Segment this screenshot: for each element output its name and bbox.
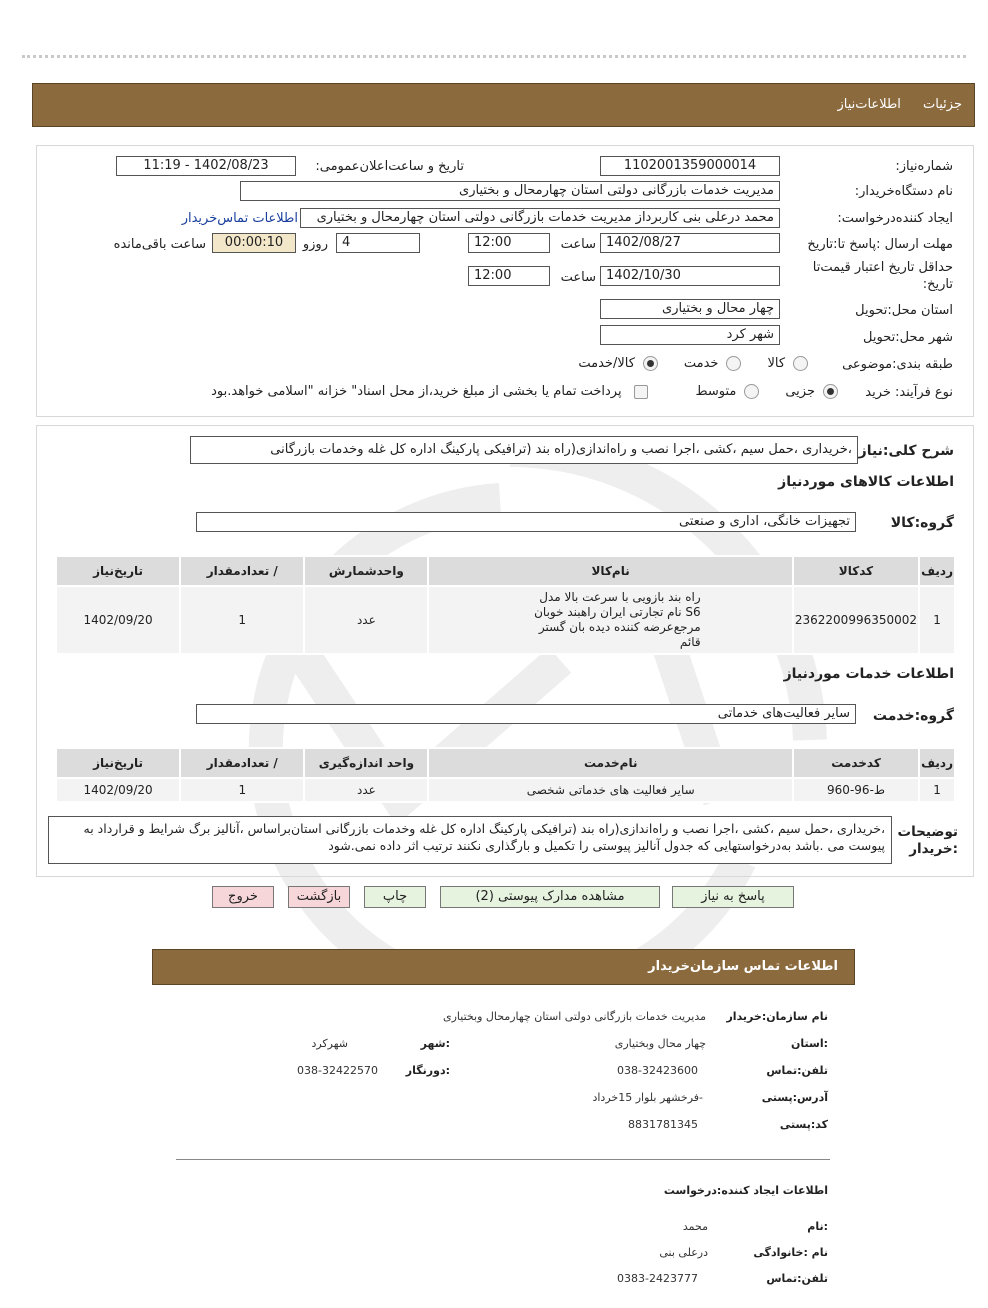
contact-fax-value: 038-32422570 [297,1064,378,1077]
validity-time-label: ساعت [560,270,596,285]
buyer-device-label: نام دستگاه‌خریدار: [854,184,953,199]
remaining-time-field: 00:00:10 [212,233,296,253]
creator-label: ایجاد کننده‌درخواست: [837,211,953,226]
creator-family-value: درعلی بنی [659,1246,708,1259]
buyer-contact-link[interactable]: اطلاعات تماس‌خریدار [181,211,298,226]
services-col-qty: / تعدادمقدار [181,749,303,777]
contact-fax-label: :دورنگار [405,1064,450,1077]
goods-row-number: 1 [920,587,954,653]
category-service-radio[interactable] [726,356,741,371]
creator-phone-label: تلفن:تماس [766,1272,828,1285]
contact-address-value: -فرخشهر بلوار 15خرداد [592,1091,703,1104]
services-col-date: تاریخ‌نیاز [57,749,179,777]
services-group-field: سایر فعالیت‌های خدماتی [196,704,856,724]
process-medium-label: متوسط [695,384,737,399]
goods-row-qty: 1 [181,587,303,653]
contact-phone-value: 038-32423600 [617,1064,698,1077]
treasury-payment-note: پرداخت تمام یا بخشی از مبلغ خرید،از محل اسناد" خزانه "اسلامی خواهد.بود [211,384,622,399]
creator-field: محمد درعلی بنی کاربرداز مدیریت خدمات بازرگانی دولتی استان چهارمحال و بختیاری [300,208,780,228]
goods-row-name [429,587,791,653]
category-goods-label: کالا [767,356,786,371]
goods-col-code: کدکالا [794,557,918,585]
goods-row-name-text: راه بند بازویی با سرعت بالا مدل S6 نام تجارتی ایران راهبند خوبان مرجع‌عرضه کننده دیده بان گستر قائم [534,590,701,649]
top-divider [22,55,966,58]
goods-group-label: گروه:کالا [890,515,954,531]
deadline-date-field: 1402/08/27 [600,233,780,253]
breadcrumb-need-info[interactable]: اطلاعات‌نیاز [837,97,901,112]
back-button[interactable]: بازگشت [288,886,350,908]
creator-phone-value: 0383-2423777 [617,1272,698,1285]
creator-name-value: محمد [682,1220,708,1233]
summary-label: شرح کلی:نیاز [858,443,954,459]
goods-col-date: تاریخ‌نیاز [57,557,179,585]
category-radio-group [578,355,808,371]
creator-name-label: :نام [807,1220,828,1233]
contact-phone-label: تلفن:تماس [766,1064,828,1077]
contact-postal-label: کد:پستی [779,1118,828,1131]
process-radio-group [211,383,838,399]
process-type-label: نوع فرآیند: خرید [865,385,953,400]
breadcrumb-details[interactable]: جزئیات [923,97,962,112]
goods-row-code: 2362200996350002 [794,587,918,653]
services-col-unit: واحد اندازه‌گیری [305,749,427,777]
services-col-name: نام‌خدمت [429,749,791,777]
services-row-qty: 1 [181,779,303,801]
contact-address-label: آدرس:پستی [761,1091,828,1104]
reply-button[interactable]: پاسخ به نیاز [672,886,794,908]
need-number-field: 1102001359000014 [600,156,780,176]
deadline-time-field: 12:00 [468,233,550,253]
category-service-label: خدمت [683,356,719,371]
goods-col-row: ردیف [920,557,954,585]
buyer-notes-field: ،خریداری ،حمل سیم ،کشی ،اجرا نصب و راه‌اندازی(راه بند (ترافیکی پارکینگ اداره کل غله وخدمات بازرگانی استان‌براساس ،آنالیز برگ شرایط و قرارداد به پیوست می .باشد به‌درخواستهایی که جدول آنالیز پیوستی را تکمیل و بارگذاری نکنند ترتیب اثر داده نمی.شود [48,816,892,864]
validity-date-field: 1402/10/30 [600,266,780,286]
services-row-date: 1402/09/20 [57,779,179,801]
delivery-city-label: شهر محل:تحویل [863,330,953,345]
goods-row-date: 1402/09/20 [57,587,179,653]
services-col-code: کدخدمت [794,749,918,777]
services-table [55,747,956,803]
announce-date-field: 1402/08/23 - 11:19 [116,156,296,176]
services-table-header [57,749,954,777]
validity-label-date: تاریخ: [922,277,953,292]
need-number-label: شماره‌نیاز: [895,159,953,174]
days-label: روزو [302,237,328,252]
category-goods-service-radio[interactable] [643,356,658,371]
contact-org-label: نام سازمان:خریدار [726,1010,828,1023]
delivery-city-field: شهر کرد [600,325,780,345]
validity-label: حداقل تاریخ اعتبار قیمت‌تا [812,260,953,275]
deadline-time-label: ساعت [560,237,596,252]
remaining-time-label: ساعت باقی‌مانده [113,237,206,252]
goods-col-name: نام‌کالا [429,557,791,585]
services-section-title: اطلاعات خدمات مورد‌نیاز [783,666,954,682]
treasury-payment-checkbox[interactable] [634,385,648,399]
contact-postal-value: 8831781345 [628,1118,698,1131]
contact-province-label: :استان [791,1037,828,1050]
goods-row-unit: عدد [305,587,427,653]
goods-table [55,555,956,655]
delivery-province-field: چهار محال و بختیاری [600,299,780,319]
goods-group-field: تجهیزات خانگی، اداری و صنعتی [196,512,856,532]
days-field: 4 [336,233,420,253]
contact-city-value: شهرکرد [311,1037,348,1050]
details-header-bar [32,83,975,127]
process-medium-radio[interactable] [744,384,759,399]
contact-city-label: :شهر [420,1037,450,1050]
category-goods-service-label: کالا/خدمت [578,356,635,371]
table-row [57,587,954,653]
creator-info-title: اطلاعات ایجاد کننده:درخواست [663,1184,828,1197]
announce-date-label: تاریخ و ساعت‌اعلان‌عمومی: [315,159,464,174]
services-row-number: 1 [920,779,954,801]
buyer-device-field: مدیریت خدمات بازرگانی دولتی استان چهارمحال و بختیاری [240,181,780,201]
contact-divider [176,1159,830,1160]
category-goods-radio[interactable] [793,356,808,371]
delivery-province-label: استان محل:تحویل [855,303,953,318]
services-row-name: سایر فعالیت های خدماتی شخصی [429,779,791,801]
goods-col-unit: واحدشمارش [305,557,427,585]
category-label: طبقه بندی:موضوعی [842,357,953,372]
view-attachments-button[interactable]: مشاهده مدارک پیوستی (2) [440,886,660,908]
services-row-unit: عدد [305,779,427,801]
services-group-label: گروه:خدمت [872,708,954,724]
services-row-code: ط-96-960 [794,779,918,801]
exit-button[interactable]: خروج [212,886,274,908]
deadline-label: مهلت ارسال :پاسخ تا:تاریخ [807,237,953,252]
goods-section-title: اطلاعات کالاهای مورد‌نیاز [778,474,954,490]
services-col-row: ردیف [920,749,954,777]
contact-header-bar [152,949,855,985]
contact-title: اطلاعات تماس سازمان‌خریدار [648,959,838,974]
print-button[interactable]: چاپ [364,886,426,908]
process-minor-label: جزیی [785,384,816,399]
summary-field: ،خریداری ،حمل سیم ،کشی ،اجرا نصب و راه‌اندازی(راه بند (ترافیکی پارکینگ اداره کل غله وخدمات بازرگانی [190,436,858,464]
buyer-notes-label: توضیحات :خریدار [897,824,958,857]
goods-col-qty: / تعدادمقدار [181,557,303,585]
validity-time-field: 12:00 [468,266,550,286]
contact-province-value: چهار محال وبختیاری [614,1037,706,1050]
process-minor-radio[interactable] [823,384,838,399]
goods-table-header [57,557,954,585]
contact-org-value: مدیریت خدمات بازرگانی دولتی استان چهارمحال وبختیاری [443,1010,706,1023]
breadcrumb [819,97,962,112]
table-row [57,779,954,801]
creator-family-label: نام :خانوادگی [753,1246,828,1259]
